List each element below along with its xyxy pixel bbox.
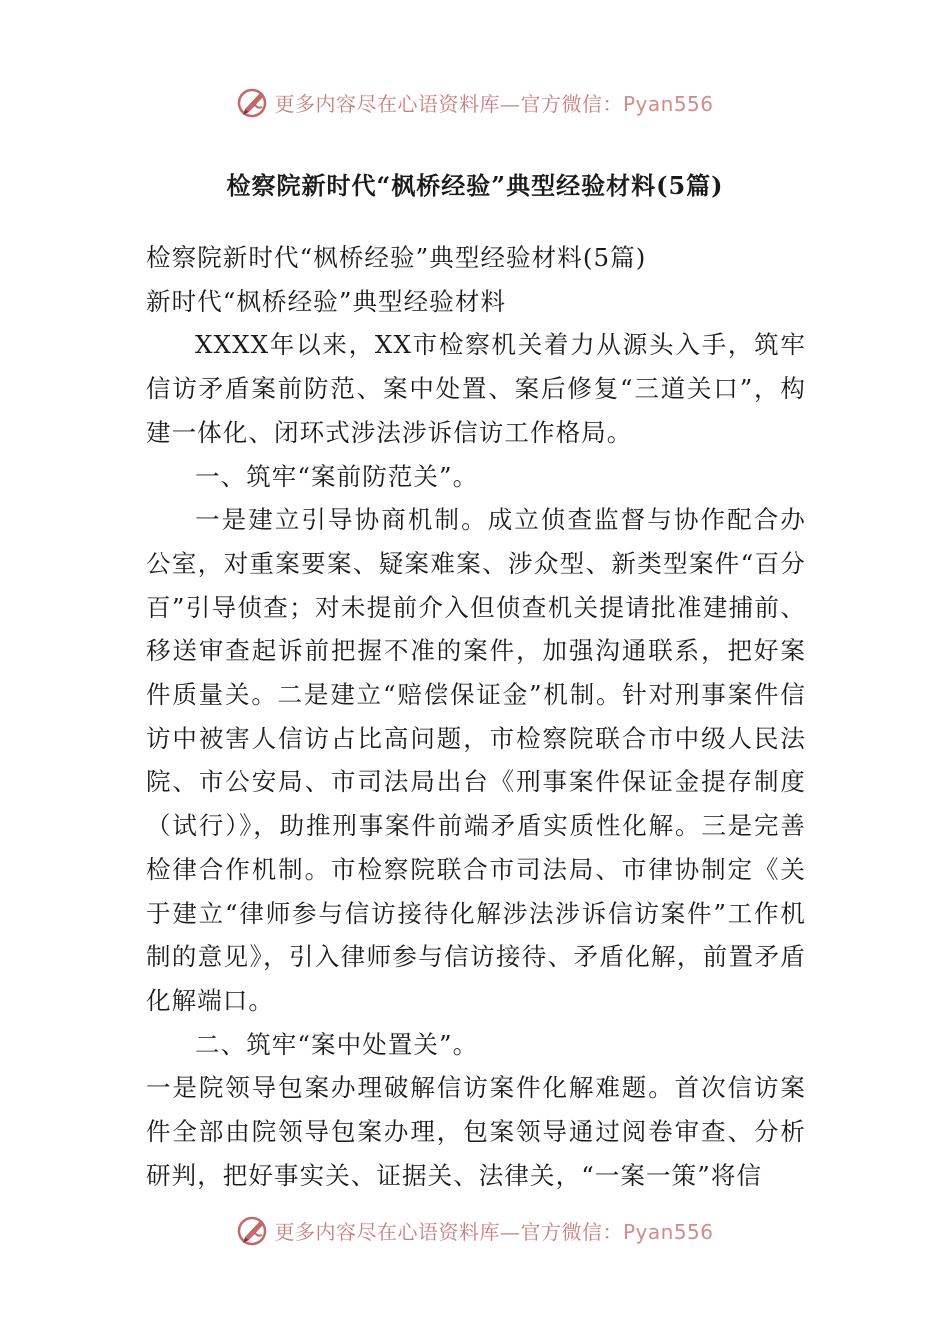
watermark-footer	[0, 1210, 950, 1250]
pen-circle-logo-icon	[236, 85, 270, 119]
watermark-header	[0, 82, 950, 122]
paragraph-heading-repeat: 检察院新时代“枫桥经验”典型经验材料(5篇)	[146, 243, 647, 272]
watermark-text: 更多内容尽在心语资料库—官方微信：Pyan556	[274, 91, 714, 116]
paragraph-subtitle: 新时代“枫桥经验”典型经验材料	[146, 286, 507, 316]
section-heading-2: 二、筑牢“案中处置关”。	[195, 1029, 479, 1059]
document-body	[146, 236, 806, 1197]
paragraph-intro: XXXX年以来，XX市检察机关着力从源头入手，筑牢信访矛盾案前防范、案中处置、案后修复“三道关口”，构建一体化、闭环式涉法涉诉信访工作格局。	[146, 330, 806, 447]
watermark-text: 更多内容尽在心语资料库—官方微信：Pyan556	[274, 1219, 714, 1244]
paragraph-section-2: 一是院领导包案办理破解信访案件化解难题。首次信访案件全部由院领导包案办理，包案领导通过阅卷审查、分析研判，把好事实关、证据关、法律关，“一案一策”将信	[146, 1073, 806, 1190]
pen-circle-logo-icon	[236, 1213, 270, 1247]
document-title: 检察院新时代“枫桥经验”典型经验材料(5篇)	[226, 171, 724, 200]
paragraph-section-1: 一是建立引导协商机制。成立侦查监督与协作配合办公室，对重案要案、疑案难案、涉众型、新类型案件“百分百”引导侦查；对未提前介入但侦查机关提请批准建捕前、移送审查起诉前把握不准的案件，加强沟通联系，把好案件质量关。二是建立“赔偿保证金”机制。针对刑事案件信访中被害人信访占比高问题，市检察院联合市中级人民法院、市公安局、市司法局出台《刑事案件保证金提存制度（试行）》，助推刑事案件前端矛盾实质性化解。三是完善检律合作机制。市检察院联合市司法局、市律协制定《关于建立“律师参与信访接待化解涉法涉诉信访案件”工作机制的意见》，引入律师参与信访接待、矛盾化解，前置矛盾化解端口。	[146, 505, 806, 1015]
section-heading-1: 一、筑牢“案前防范关”。	[195, 461, 479, 491]
